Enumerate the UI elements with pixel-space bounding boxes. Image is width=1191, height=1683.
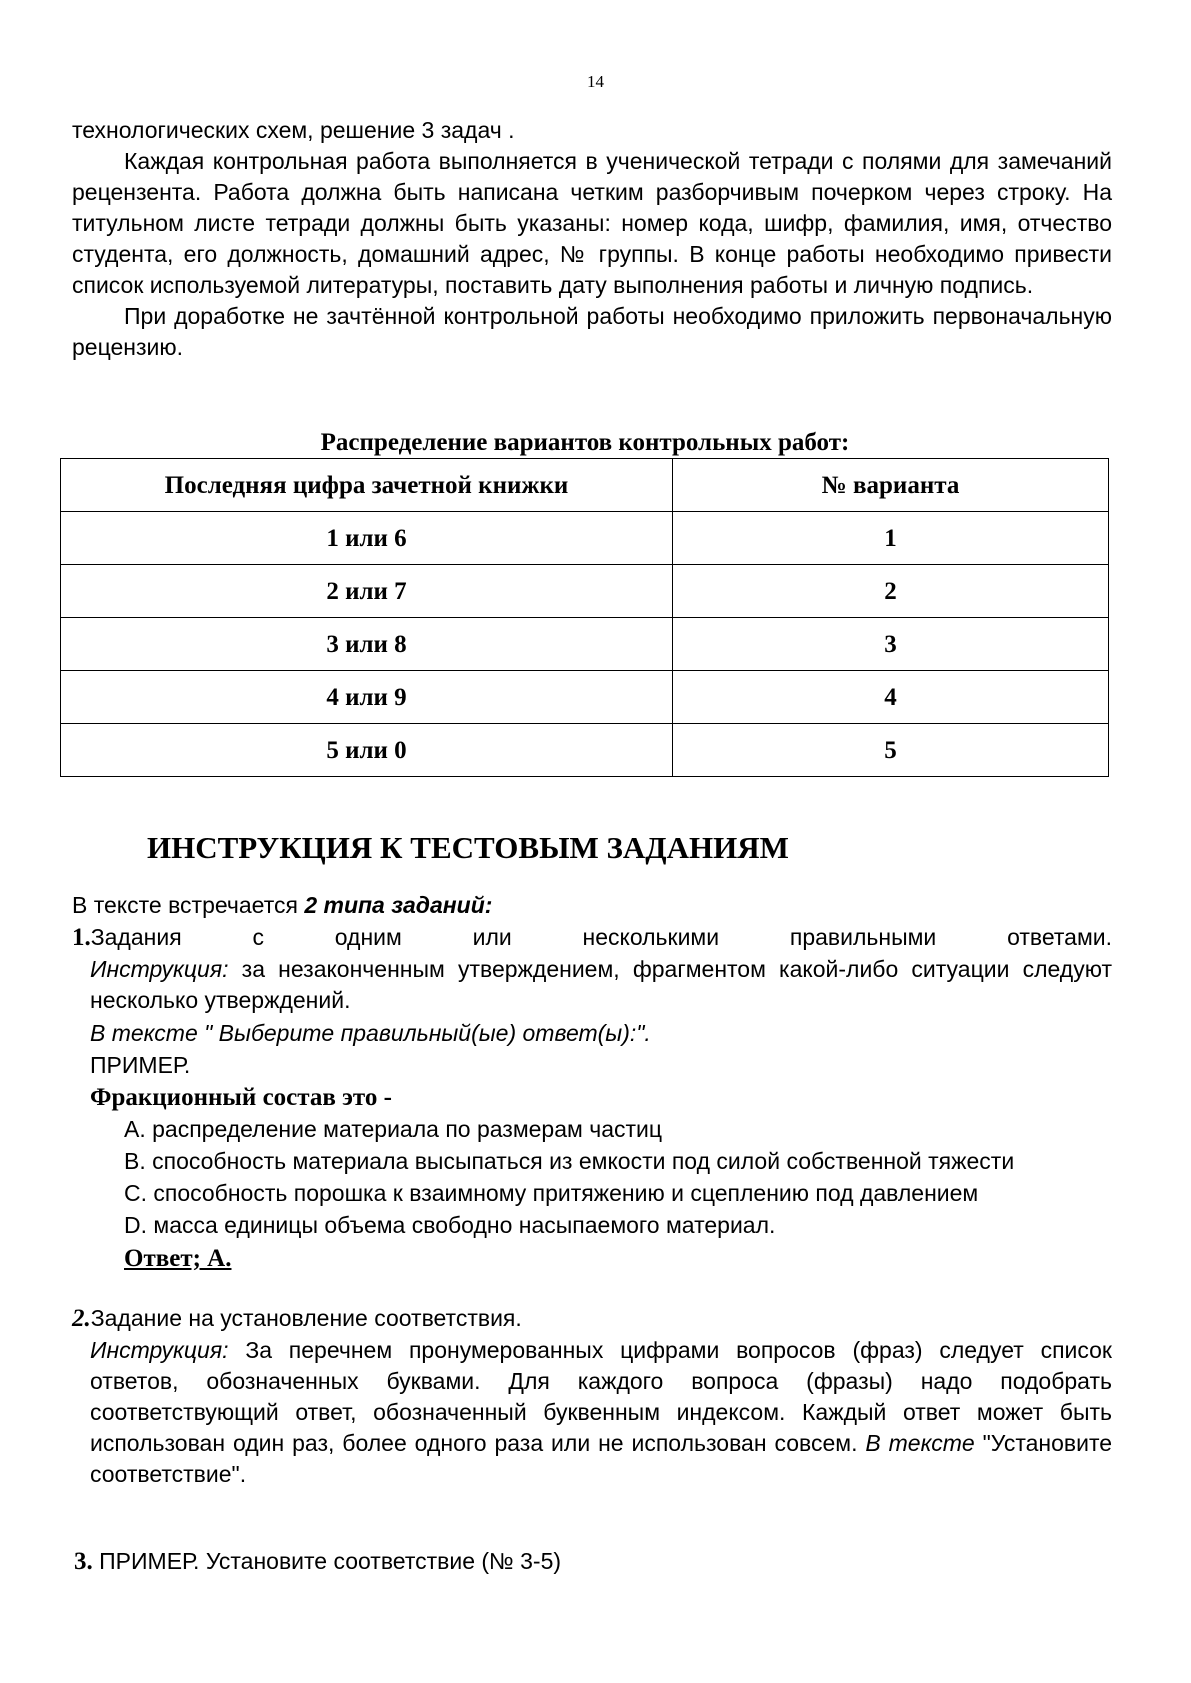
task1-title: Задания с одним или несколькими правильными ответами. [90,924,1112,950]
table-caption: Распределение вариантов контрольных работ: [320,429,850,456]
page-number: 14 [587,72,604,91]
task1-answer: Ответ; А. [124,1245,232,1272]
table-row [61,724,1109,777]
task2-in-text-value: "Установите соответствие". [90,1430,1113,1487]
task2-title-line [72,1303,1112,1334]
task1-option-d: D. масса единицы объема свободно насыпаемого материал. [124,1212,776,1238]
task1-number: 1. [72,924,91,951]
intro-text [72,115,1112,363]
table-row [61,671,1109,724]
task2-instruction-text: За перечнем пронумерованных цифрами вопросов (фраз) следует список ответов, обозначенных буквами. Для каждого вопроса (фразы) надо подобрать соответствующий ответ, обозначенный буквенным индексом. Каждый ответ может быть использован один раз, более одного раза или не использован совсем. [90,1337,1112,1456]
intro-paragraph-1: Каждая контрольная работа выполняется в ученической тетради с полями для замечаний рецензента. Работа должна быть написана четким разборчивым почерком через строку. На титульном листе тетради должны быть указаны: номер кода, шифр, фамилия, имя, отчество студента, его должность, домашний адрес, № группы. В конце работы необходимо привести список используемой литературы, поставить дату выполнения работы и личную подпись. [72,148,1112,298]
cell-digits: 3 или 8 [61,618,673,671]
table-header-row [61,459,1109,512]
cell-digits: 1 или 6 [61,512,673,565]
task2-instruction [90,1335,1112,1490]
cell-variant: 2 [673,565,1109,618]
cell-variant: 1 [673,512,1109,565]
types-intro [72,890,1112,921]
cell-digits: 4 или 9 [61,671,673,724]
task2-title: Задание на установление соответствия. [90,1305,522,1331]
task1-option-c: С. способность порошка к взаимному притяжению и сцеплению под давлением [124,1180,979,1206]
table-row [61,618,1109,671]
header-last-digit: Последняя цифра зачетной книжки [61,459,673,512]
cell-digits: 5 или 0 [61,724,673,777]
cell-variant: 3 [673,618,1109,671]
task2-number: 2. [72,1305,91,1332]
task1-option-a: А. распределение материала по размерам частиц [124,1116,663,1142]
types-intro-emphasis: 2 типа заданий: [304,892,493,918]
intro-paragraph-2: При доработке не зачтённой контрольной работы необходимо приложить первоначальную рецензию. [72,303,1112,360]
section-title: ИНСТРУКЦИЯ К ТЕСТОВЫМ ЗАДАНИЯМ [147,830,789,865]
task1-instruction [90,954,1112,1016]
task3-text: ПРИМЕР. Установите соответствие (№ 3-5) [92,1548,562,1574]
task2-in-text-label: В тексте [865,1430,975,1456]
variants-table [60,458,1109,777]
task1-title-line [72,922,1112,953]
cell-digits: 2 или 7 [61,565,673,618]
task3-number: 3. [74,1548,93,1575]
intro-line: технологических схем, решение 3 задач . [72,117,515,143]
task1-instruction-label: Инструкция: [90,956,229,982]
task1-example-label: ПРИМЕР. [90,1052,191,1078]
table-row [61,565,1109,618]
cell-variant: 4 [673,671,1109,724]
table-row [61,512,1109,565]
types-intro-prefix: В тексте встречается [72,892,305,918]
task1-instruction-text: за незаконченным утверждением, фрагментом какой-либо ситуации следуют несколько утверждений. [90,956,1112,1013]
cell-variant: 5 [673,724,1109,777]
task1-question: Фракционный состав это - [90,1084,392,1111]
task1-option-b: В. способность материала высыпаться из емкости под силой собственной тяжести [124,1148,1015,1174]
task2-instruction-label: Инструкция: [90,1337,229,1363]
header-variant-number: № варианта [673,459,1109,512]
task3-line [74,1546,1114,1577]
task1-in-text: В тексте " Выберите правильный(ые) ответ(ы):". [90,1020,651,1046]
